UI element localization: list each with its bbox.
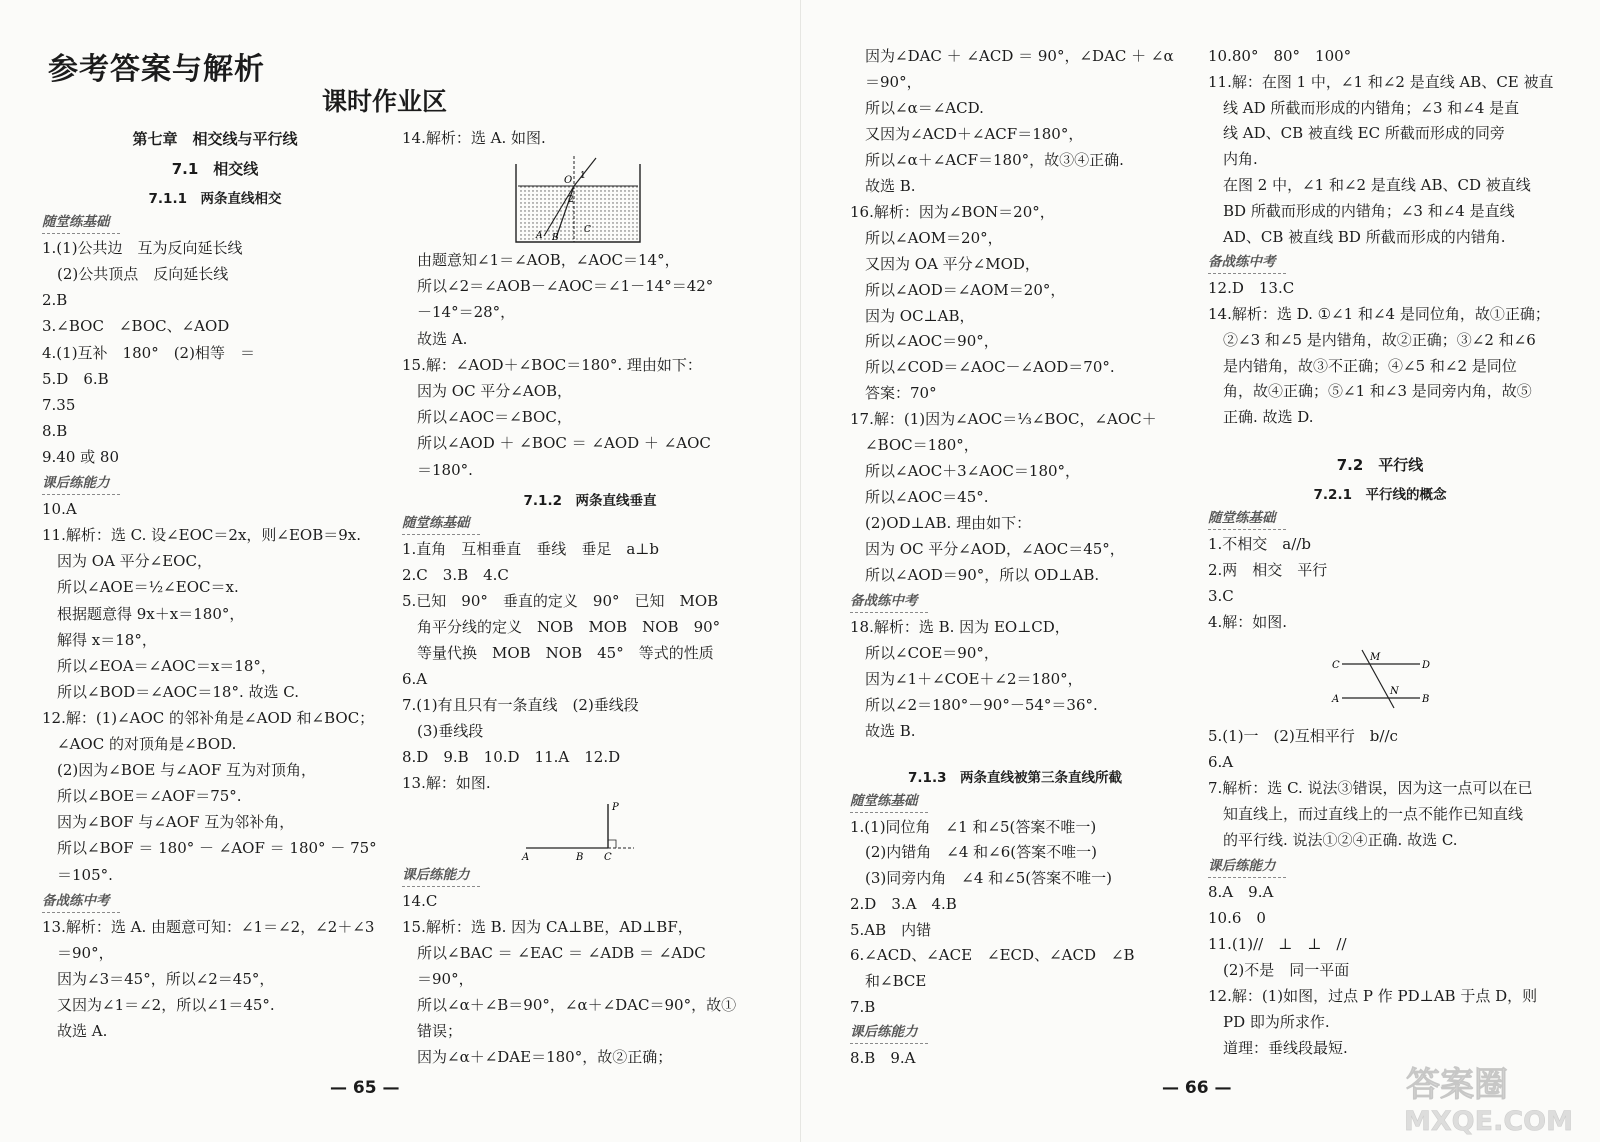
- answer-line: 所以∠BAC ＝ ∠EAC ＝ ∠ADB ＝ ∠ADC: [402, 944, 706, 962]
- answer-line: 所以∠AOE＝½∠EOC＝x.: [42, 578, 239, 597]
- answer-line: 和∠BCE: [850, 971, 927, 990]
- fig14-label-2: 2: [568, 195, 574, 205]
- answer-line: (2)内错角 ∠4 和∠6(答案不唯一): [850, 843, 1097, 862]
- answer-line: 所以∠α＋∠B＝90°，∠α＋∠DAC＝90°，故①: [402, 996, 737, 1014]
- answer-line: 8.B 9.A: [850, 1049, 916, 1067]
- watermark-line2: MXQE.COM: [1404, 1106, 1573, 1137]
- section-heading: 随堂练基础: [42, 212, 120, 234]
- answer-line: (2)因为∠BOE 与∠AOF 互为对顶角，: [42, 761, 317, 780]
- main-title: 参考答案与解析: [48, 52, 265, 87]
- answer-line: 角平分线的定义 NOB MOB NOB 90°: [402, 618, 721, 636]
- answer-line: 10.A: [42, 500, 77, 519]
- answer-line: 故选 A.: [42, 1022, 108, 1041]
- answer-line: 2.B: [42, 291, 68, 310]
- section-heading: 课后练能力: [1208, 856, 1286, 878]
- answer-line: (2)公共顶点 反向延长线: [42, 265, 229, 284]
- sub-title: 课时作业区: [322, 87, 448, 116]
- section-heading: 课后练能力: [850, 1022, 928, 1044]
- subsection-title: 7.1.1 两条直线相交: [148, 191, 282, 207]
- answer-line: 因为∠BOF 与∠AOF 互为邻补角，: [42, 813, 295, 832]
- answer-line: 14.解析：选 A. 如图.: [402, 129, 546, 147]
- answer-line: 12.解：(1)如图，过点 P 作 PD⊥AB 于点 D，则: [1208, 987, 1538, 1005]
- answer-line: 答案：70°: [850, 384, 937, 403]
- answer-line: 7.B: [850, 997, 876, 1016]
- answer-line: 解得 x＝18°，: [42, 630, 157, 649]
- answer-line: 因为∠α＋∠DAE＝180°，故②正确；: [402, 1048, 673, 1066]
- answer-line: 6.∠ACD、∠ACE ∠ECD、∠ACD ∠B: [850, 946, 1135, 965]
- fig14-label-C: C: [584, 225, 591, 235]
- answer-line: 10.6 0: [1208, 909, 1266, 927]
- answer-line: 11.解：在图 1 中，∠1 和∠2 是直线 AB、CE 被直: [1208, 72, 1554, 91]
- answer-line: 8.B: [42, 421, 68, 440]
- fig4-label-A: A: [1332, 694, 1340, 705]
- section-heading: 备战练中考: [850, 591, 928, 613]
- answer-line: 线 AD、CB 被直线 EC 所截而形成的同旁: [1208, 124, 1505, 143]
- answer-line: 所以∠2＝∠AOB－∠AOC＝∠1－14°＝42°: [402, 277, 714, 296]
- answer-line: 15.解：∠AOD＋∠BOC＝180°. 理由如下：: [402, 355, 702, 374]
- answer-line: 8.A 9.A: [1208, 883, 1274, 901]
- answer-line: 所以∠COD＝∠AOC－∠AOD＝70°.: [850, 358, 1115, 377]
- answer-line: 线 AD 所截而形成的内错角；∠3 和∠4 是直: [1208, 98, 1520, 117]
- answer-line: 因为∠DAC ＋ ∠ACD ＝ 90°，∠DAC ＋ ∠α: [850, 47, 1174, 65]
- answer-line: 所以∠2＝180°－90°－54°＝36°.: [850, 695, 1098, 714]
- answer-line: 因为 OC⊥AB，: [850, 306, 975, 325]
- answer-line: 所以∠EOA＝∠AOC＝x＝18°，: [42, 656, 276, 675]
- answer-line: 14.解析：选 D. ①∠1 和∠4 是同位角，故①正确；: [1208, 305, 1550, 323]
- answer-line: 9.40 或 80: [42, 447, 120, 466]
- answer-line: 所以∠AOD ＋ ∠BOC ＝ ∠AOD ＋ ∠AOC: [402, 434, 711, 453]
- answer-line: 由题意知∠1＝∠AOB，∠AOC＝14°，: [402, 251, 680, 269]
- answer-line: PD 即为所求作.: [1208, 1013, 1330, 1031]
- answer-line: 10.80° 80° 100°: [1208, 47, 1352, 65]
- section-heading: 课后练能力: [402, 865, 480, 887]
- section-heading: 备战练中考: [42, 891, 120, 913]
- section-heading: 随堂练基础: [402, 513, 480, 535]
- answer-line: 根据题意得 9x＋x＝180°，: [42, 604, 245, 623]
- answer-line: 正确. 故选 D.: [1208, 408, 1314, 427]
- answer-line: 又因为 OA 平分∠MOD，: [850, 254, 1040, 273]
- answer-line: ∠BOC＝180°，: [850, 436, 979, 455]
- answer-line: 8.D 9.B 10.D 11.A 12.D: [402, 748, 621, 766]
- fig13-label-P: P: [612, 802, 619, 813]
- answer-line: ＝90°，: [42, 943, 114, 962]
- answer-line: 6.A: [1208, 753, 1234, 771]
- answer-line: 知直线上，而过直线上的一点不能作已知直线: [1208, 805, 1524, 823]
- section-heading: 课后练能力: [42, 473, 120, 495]
- answer-line: 11.解析：选 C. 设∠EOC＝2x，则∠EOB＝9x.: [42, 526, 362, 545]
- watermark-line1: 答案圈: [1406, 1065, 1508, 1105]
- answer-line: 所以∠BOD＝∠AOC＝18°. 故选 C.: [42, 682, 299, 701]
- answer-line: 错误；: [402, 1022, 463, 1040]
- answer-line: 1.直角 互相垂直 垂线 垂足 a⊥b: [402, 540, 659, 558]
- answer-line: 6.A: [402, 670, 428, 688]
- answer-line: ＝90°，: [850, 72, 922, 91]
- answer-line: 5.D 6.B: [42, 369, 109, 388]
- fig4-label-N: N: [1390, 686, 1399, 697]
- answer-line: 13.解析：选 A. 由题意可知：∠1＝∠2，∠2＋∠3: [42, 917, 375, 936]
- answer-line: 14.C: [402, 892, 438, 910]
- answer-line: (3)同旁内角 ∠4 和∠5(答案不唯一): [850, 869, 1112, 888]
- answer-line: 所以∠BOE＝∠AOF＝75°.: [42, 787, 242, 806]
- page-number-left: — 65 —: [330, 1078, 400, 1098]
- answer-line: 5.AB 内错: [850, 920, 932, 939]
- answer-line: 5.已知 90° 垂直的定义 90° 已知 MOB: [402, 592, 719, 610]
- answer-line: ②∠3 和∠5 是内错角，故②正确；③∠2 和∠6: [1208, 330, 1536, 349]
- answer-line: ＝180°.: [402, 460, 473, 479]
- figure-refraction: [508, 150, 648, 250]
- answer-line: 3.∠BOC ∠BOC、∠AOD: [42, 317, 230, 336]
- answer-line: 的平行线. 说法①②④正确. 故选 C.: [1208, 831, 1458, 849]
- section-heading: 备战练中考: [1208, 252, 1286, 274]
- fig14-label-O: O: [564, 175, 573, 186]
- answer-line: 17.解：(1)因为∠AOC＝⅓∠BOC，∠AOC＋: [850, 410, 1157, 429]
- answer-line: 13.解：如图.: [402, 774, 491, 792]
- answer-line: 2.D 3.A 4.B: [850, 894, 957, 913]
- answer-line: 1.(1)公共边 互为反向延长线: [42, 239, 243, 258]
- answer-line: 角，故④正确；⑤∠1 和∠3 是同旁内角，故⑤: [1208, 382, 1532, 401]
- subsection-title-713: 7.1.3 两条直线被第三条直线所截: [908, 770, 1122, 786]
- answer-line: 因为∠1＋∠COE＋∠2＝180°，: [850, 669, 1083, 688]
- fig4-label-D: D: [1422, 660, 1431, 671]
- answer-line: 在图 2 中，∠1 和∠2 是直线 AB、CD 被直线: [1208, 176, 1531, 194]
- answer-line: －14°＝28°，: [402, 303, 516, 322]
- answer-line: 5.(1)一 (2)互相平行 b//c: [1208, 727, 1398, 745]
- answer-line: 所以∠α＝∠ACD.: [850, 98, 984, 117]
- answer-line: 15.解析：选 B. 因为 CA⊥BE，AD⊥BF，: [402, 918, 693, 936]
- answer-line: 12.解：(1)∠AOC 的邻补角是∠AOD 和∠BOC；: [42, 708, 375, 727]
- answer-line: 等量代换 MOB NOB 45° 等式的性质: [402, 644, 714, 662]
- fig14-label-B: B: [552, 233, 559, 243]
- section-heading: 随堂练基础: [1208, 508, 1286, 530]
- figure-parallel-lines: [1326, 642, 1436, 712]
- answer-line: 所以∠AOD＝90°，所以 OD⊥AB.: [850, 566, 1100, 584]
- fig13-label-A: A: [522, 852, 530, 863]
- answer-line: (2)不是 同一平面: [1208, 961, 1350, 979]
- answer-line: 因为∠3＝45°，所以∠2＝45°，: [42, 969, 275, 988]
- answer-line: (3)垂线段: [402, 722, 484, 740]
- answer-line: 内角.: [1208, 150, 1258, 169]
- section-heading: 随堂练基础: [850, 791, 928, 813]
- answer-line: 12.D 13.C: [1208, 279, 1295, 298]
- answer-line: 所以∠AOC＝45°.: [850, 488, 989, 507]
- answer-line: ＝90°，: [402, 970, 474, 988]
- subsection-title-712: 7.1.2 两条直线垂直: [523, 493, 657, 509]
- fig4-label-B: B: [1422, 694, 1430, 705]
- answer-line: AD、CB 被直线 BD 所截而形成的内错角.: [1208, 227, 1506, 246]
- watermark-logo: [1398, 1058, 1588, 1138]
- answer-line: 因为 OC 平分∠AOD，∠AOC＝45°，: [850, 540, 1125, 559]
- answer-line: 1.不相交 a//b: [1208, 535, 1311, 553]
- answer-line: 7.解析：选 C. 说法③错误，因为这一点可以在已: [1208, 779, 1533, 797]
- answer-line: 7.35: [42, 395, 76, 414]
- figure-perpendicular: [512, 796, 642, 866]
- fig13-label-B: B: [576, 852, 584, 863]
- answer-line: 4.(1)互补 180° (2)相等 ＝: [42, 343, 255, 362]
- chapter-title: 第七章 相交线与平行线: [132, 130, 298, 148]
- answer-line: 所以∠AOM＝20°，: [850, 228, 1003, 247]
- answer-line: 2.两 相交 平行: [1208, 561, 1328, 579]
- answer-line: BD 所截而形成的内错角；∠3 和∠4 是直线: [1208, 201, 1515, 220]
- page-number-right: — 66 —: [1162, 1078, 1232, 1098]
- answer-line: 所以∠BOF ＝ 180° － ∠AOF ＝ 180° － 75°: [42, 839, 377, 858]
- answer-line: 4.解：如图.: [1208, 613, 1288, 631]
- answer-line: 故选 A.: [402, 329, 468, 348]
- fig13-label-C: C: [604, 852, 612, 863]
- answer-line: ＝105°.: [42, 865, 113, 884]
- answer-line: 因为 OA 平分∠EOC，: [42, 552, 212, 571]
- answer-line: ∠AOC 的对顶角是∠BOD.: [42, 735, 237, 753]
- answer-line: 所以∠α＋∠ACF＝180°，故③④正确.: [850, 150, 1124, 169]
- answer-line: 1.(1)同位角 ∠1 和∠5(答案不唯一): [850, 817, 1097, 836]
- fig4-label-C: C: [1332, 660, 1340, 671]
- answer-line: 又因为∠ACD＋∠ACF＝180°，: [850, 124, 1084, 143]
- fig14-label-A: A: [536, 231, 543, 241]
- answer-line: 是内错角，故③不正确；④∠5 和∠2 是同位: [1208, 356, 1517, 375]
- answer-line: 所以∠AOC＝∠BOC，: [402, 408, 572, 427]
- answer-line: 所以∠AOC＋3∠AOC＝180°，: [850, 462, 1081, 481]
- answer-line: 所以∠AOD＝∠AOM＝20°，: [850, 280, 1066, 299]
- answer-line: 7.(1)有且只有一条直线 (2)垂线段: [402, 696, 639, 714]
- answer-line: 16.解析：因为∠BON＝20°，: [850, 202, 1055, 221]
- fig4-label-M: M: [1370, 652, 1381, 663]
- answer-line: 又因为∠1＝∠2，所以∠1＝45°.: [42, 996, 275, 1014]
- answer-line: 2.C 3.B 4.C: [402, 566, 509, 584]
- answer-line: 3.C: [1208, 587, 1234, 605]
- answer-line: 故选 B.: [850, 721, 916, 740]
- answer-line: 因为 OC 平分∠AOB，: [402, 382, 573, 400]
- section-title: 7.1 相交线: [171, 160, 259, 178]
- answer-line: 所以∠COE＝90°，: [850, 643, 999, 662]
- section-title-72: 7.2 平行线: [1336, 456, 1424, 474]
- answer-line: 所以∠AOC＝90°，: [850, 332, 999, 351]
- subsection-title-721: 7.2.1 平行线的概念: [1313, 487, 1447, 503]
- answer-line: 故选 B.: [850, 176, 916, 195]
- fig14-label-1: 1: [580, 171, 586, 181]
- answer-line: 11.(1)// ⊥ ⊥ //: [1208, 935, 1347, 953]
- answer-line: 18.解析：选 B. 因为 EO⊥CD，: [850, 617, 1070, 636]
- answer-line: 道理：垂线段最短.: [1208, 1039, 1348, 1057]
- answer-line: (2)OD⊥AB. 理由如下：: [850, 514, 1032, 533]
